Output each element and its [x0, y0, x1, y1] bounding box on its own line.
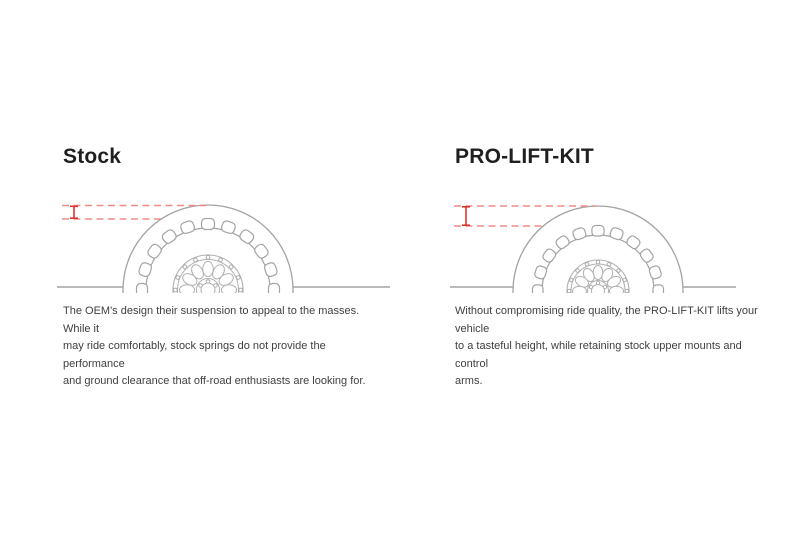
stock-gap-measure-icon [70, 206, 78, 218]
stock-heading: Stock [63, 145, 122, 168]
pro-lift-kit-description-line: arms. [455, 375, 483, 387]
stock-description [63, 303, 373, 391]
stock-wheel-diagram [56, 197, 396, 293]
stock-description-line: may ride comfortably, stock springs do not provide the performance [63, 340, 326, 370]
stock-gap-dashed-lines [62, 206, 206, 220]
pro-lift-kit-heading: PRO-LIFT-KIT [455, 145, 594, 168]
stock-description-line: The OEM's design their suspension to appeal to the masses. While it [63, 305, 360, 335]
stock-description-line: and ground clearance that off-road enthusiasts are looking for. [63, 375, 366, 387]
pro-lift-kit-wheel-diagram [448, 197, 788, 293]
pro-lift-kit-description [455, 303, 765, 391]
lifted-gap-measure-icon [462, 207, 470, 225]
pro-lift-kit-description-line: Without compromising ride quality, the PRO-LIFT-KIT lifts your vehicle [455, 305, 758, 335]
pro-lift-kit-description-line: to a tasteful height, while retaining stock upper mounts and control [455, 340, 742, 370]
